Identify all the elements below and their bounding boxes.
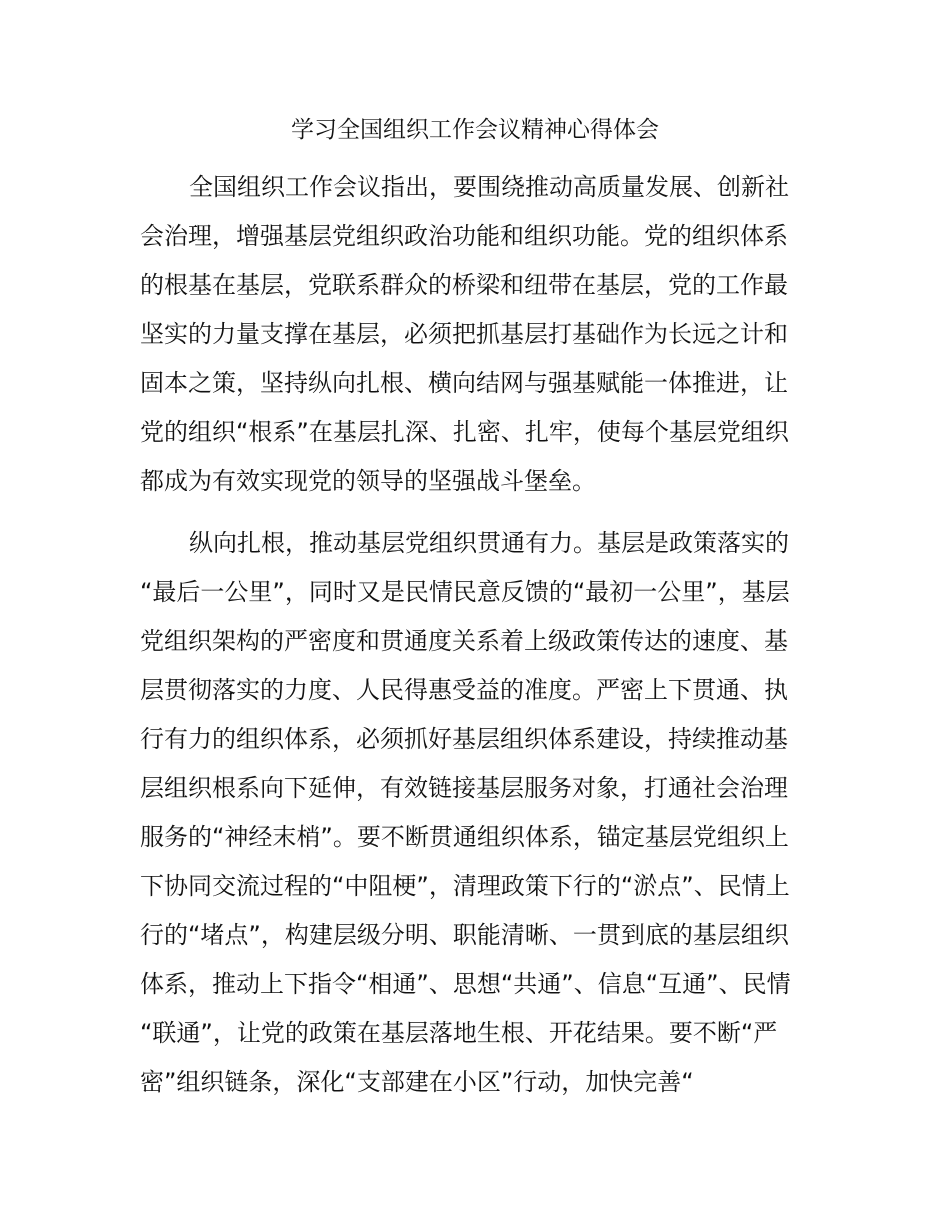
paragraph-2	[140, 519, 812, 1107]
text-line: 下协同交流过程的“中阻梗”，清理政策下行的“淤点”、民情上	[140, 872, 790, 900]
text-line: 行的“堵点”，构建层级分明、职能清晰、一贯到底的基层组织	[140, 921, 789, 949]
text-line: 全国组织工作会议指出，要围绕推动高质量发展、创新社	[189, 173, 789, 201]
paragraph-1	[140, 163, 812, 506]
text-line: 都成为有效实现党的领导的坚强战斗堡垒。	[140, 467, 596, 495]
text-line: 的根基在基层，党联系群众的桥梁和纽带在基层，党的工作最	[140, 271, 788, 299]
text-line: “最后一公里”，同时又是民情民意反馈的“最初一公里”，基层	[140, 578, 790, 606]
text-line: 党的组织“根系”在基层扎深、扎密、扎牢，使每个基层党组织	[140, 418, 789, 446]
text-line: 党组织架构的严密度和贯通度关系着上级政策传达的速度、基	[140, 627, 788, 655]
text-line: 会治理，增强基层党组织政治功能和组织功能。党的组织体系	[140, 222, 788, 250]
text-line: 层组织根系向下延伸，有效链接基层服务对象，打通社会治理	[140, 774, 788, 802]
text-line: 层贯彻落实的力度、人民得惠受益的准度。严密上下贯通、执	[140, 676, 788, 704]
text-line: 服务的“神经末梢”。要不断贯通组织体系，锚定基层党组织上	[140, 823, 789, 851]
text-line: 纵向扎根，推动基层党组织贯通有力。基层是政策落实的	[189, 529, 789, 557]
text-line: 坚实的力量支撑在基层，必须把抓基层打基础作为长远之计和	[140, 320, 788, 348]
text-line: 密”组织链条，深化“支部建在小区”行动，加快完善“	[140, 1068, 694, 1096]
text-line: 体系，推动上下指令“相通”、思想“共通”、信息“互通”、民情	[140, 970, 791, 998]
text-line: 行有力的组织体系，必须抓好基层组织体系建设，持续推动基	[140, 725, 788, 753]
document-title: 学习全国组织工作会议精神心得体会	[291, 117, 659, 143]
text-line: 固本之策，坚持纵向扎根、横向结网与强基赋能一体推进，让	[140, 369, 788, 397]
text-line: “联通”，让党的政策在基层落地生根、开花结果。要不断“严	[140, 1019, 778, 1047]
